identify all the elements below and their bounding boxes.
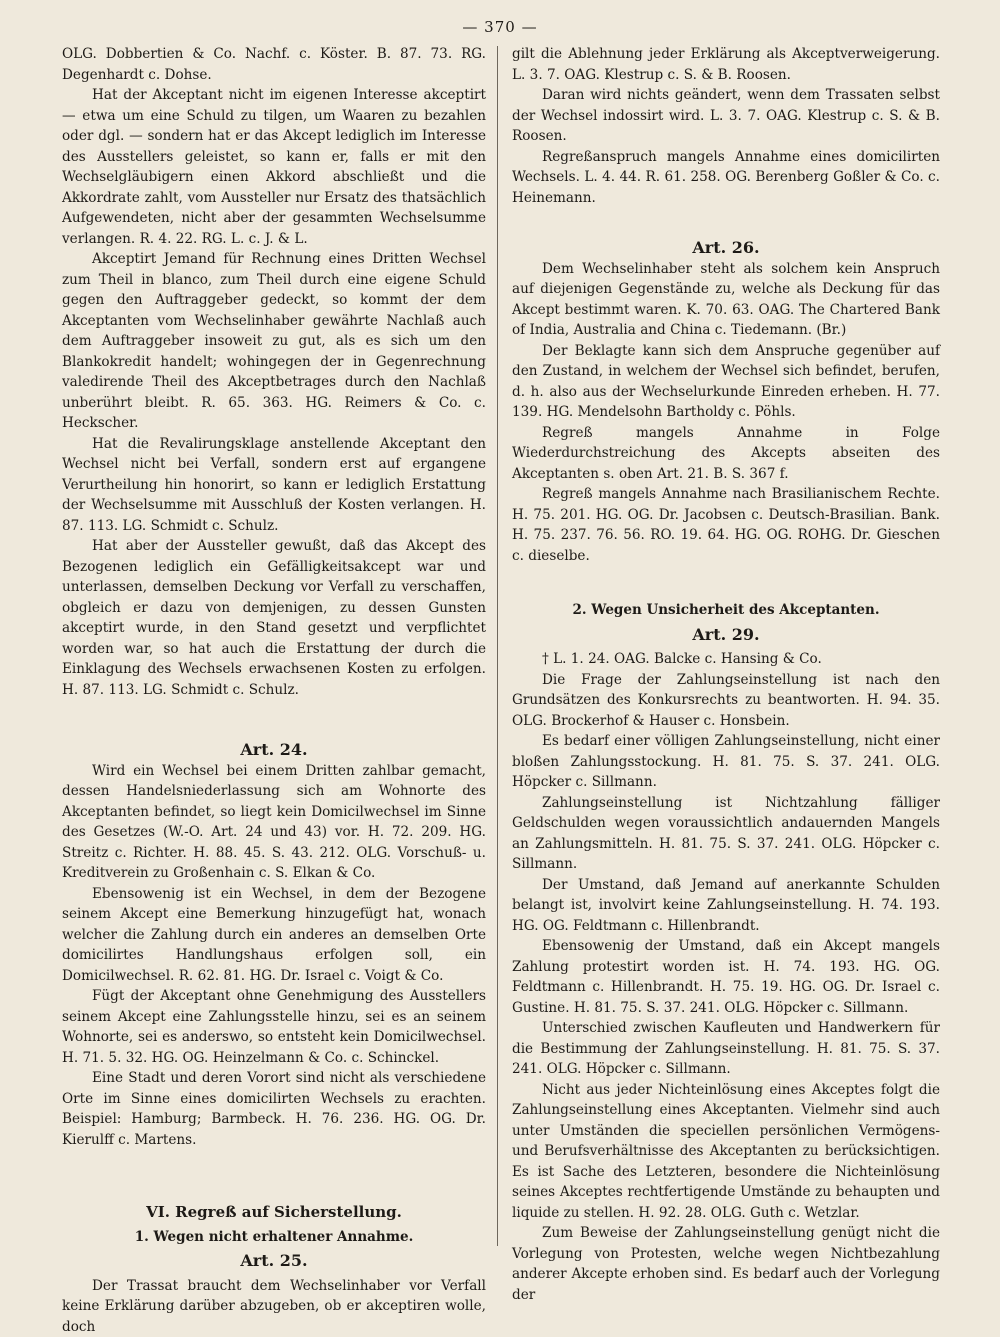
- subsection-heading: 1. Wegen nicht erhaltener Annahme.: [62, 1227, 486, 1248]
- paragraph: Der Umstand, daß Jemand auf anerkannte Schulden belangt ist, involvirt keine Zahlungseinstellung. H. 74. 193. HG. OG. Feldtmann c. Hillenbrandt.: [512, 875, 940, 937]
- paragraph: Eine Stadt und deren Vorort sind nicht als verschiedene Orte im Sinne eines domicilirten Wechsels zu erachten. Beispiel: Hamburg; Barmbeck. H. 76. 236. HG. OG. Dr. Kierulff c. Martens.: [62, 1068, 486, 1150]
- paragraph: Hat aber der Aussteller gewußt, daß das Akcept des Bezogenen lediglich ein Gefälligkeitsakcept war und unterlassen, demselben Deckung vor Verfall zu verschaffen, obgleich er dazu von demjenigen, zu dessen Gunsten akceptirt wurde, in den Stand gesetzt und verpflichtet worden war, so hat auch die Erstattung der durch die Einklagung des Wechsels erwachsenen Kosten zu erfolgen. H. 87. 113. LG. Schmidt c. Schulz.: [62, 536, 486, 700]
- paragraph: Der Beklagte kann sich dem Anspruche gegenüber auf den Zustand, in welchem der Wechsel sich befindet, berufen, d. h. also aus der Wechselurkunde Einreden erheben. H. 77. 139. HG. Mendelsohn Bartholdy c. Pöhls.: [512, 341, 940, 423]
- article-heading-29: Art. 29.: [512, 625, 940, 646]
- column-divider: [497, 46, 498, 1246]
- paragraph: Ebensowenig der Umstand, daß ein Akcept mangels Zahlung protestirt worden ist. H. 74. 193. HG. OG. Feldtmann c. Hillenbrandt. H. 75. 19. HG. OG. Dr. Israel c. Gustine. H. 81. 75. S. 37. 241. OLG. Höpcker c. Sillmann.: [512, 936, 940, 1018]
- paragraph: Nicht aus jeder Nichteinlösung eines Akceptes folgt die Zahlungseinstellung eines Akceptanten. Vielmehr sind auch unter Umständen die speciellen persönlichen Vermögens- und Berufsverhältnisse des Akceptanten zu berücksichtigen. Es ist Sache des Letzteren, besondere die Nichteinlösung seines Akceptes rechtfertigende Umstände zu behaupten und liquide zu stellen. H. 92. 28. OLG. Guth c. Wetzlar.: [512, 1080, 940, 1224]
- paragraph: Zum Beweise der Zahlungseinstellung genügt nicht die Vorlegung von Protesten, welche wegen Nichtbezahlung anderer Akcepte erhoben sind. Es bedarf auch der Vorlegung der: [512, 1223, 940, 1305]
- article-heading-24: Art. 24.: [62, 740, 486, 761]
- paragraph: Der Trassat braucht dem Wechselinhaber vor Verfall keine Erklärung darüber abzugeben, ob er akceptiren wolle, doch: [62, 1276, 486, 1337]
- paragraph: gilt die Ablehnung jeder Erklärung als Akceptverweigerung. L. 3. 7. OAG. Klestrup c. S. & B. Roosen.: [512, 44, 940, 85]
- paragraph: Es bedarf einer völligen Zahlungseinstellung, nicht einer bloßen Zahlungsstockung. H. 81. 75. S. 37. 241. OLG. Höpcker c. Sillmann.: [512, 731, 940, 793]
- article-heading-25: Art. 25.: [62, 1251, 486, 1272]
- paragraph: Hat die Revalirungsklage anstellende Akceptant den Wechsel nicht bei Verfall, sondern erst auf ergangene Verurtheilung hin honorirt, so kann er lediglich Erstattung der Wechselsumme mit Ausschluß der Kosten verlangen. H. 87. 113. LG. Schmidt c. Schulz.: [62, 434, 486, 537]
- paragraph: Hat der Akceptant nicht im eigenen Interesse akceptirt — etwa um eine Schuld zu tilgen, um Waaren zu bezahlen oder dgl. — sondern hat er das Akcept lediglich im Interesse des Ausstellers geleistet, so kann er, falls er mit den Wechselgläubigern einen Akkord abschließt und die Akkordrate zahlt, vom Aussteller nur Ersatz des thatsächlich Aufgewendeten, nicht aber der gesammten Wechselsumme verlangen. R. 4. 22. RG. L. c. J. & L.: [62, 85, 486, 249]
- paragraph: Unterschied zwischen Kaufleuten und Handwerkern für die Bestimmung der Zahlungseinstellung. H. 81. 75. S. 37. 241. OLG. Höpcker c. Sillmann.: [512, 1018, 940, 1080]
- page-number: — 370 —: [0, 18, 1000, 36]
- paragraph: Regreßanspruch mangels Annahme eines domicilirten Wechsels. L. 4. 44. R. 61. 258. OG. Berenberg Goßler & Co. c. Heinemann.: [512, 147, 940, 209]
- paragraph: Fügt der Akceptant ohne Genehmigung des Ausstellers seinem Akcept eine Zahlungsstelle hinzu, sei es an seinem Wohnorte, sei es anderswo, so entsteht kein Domicilwechsel. H. 71. 5. 32. HG. OG. Heinzelmann & Co. c. Schinckel.: [62, 986, 486, 1068]
- paragraph: Wird ein Wechsel bei einem Dritten zahlbar gemacht, dessen Handelsniederlassung sich am Wohnorte des Akceptanten befindet, so liegt kein Domicilwechsel im Sinne des Gesetzes (W.-O. Art. 24 und 43) vor. H. 72. 209. HG. Streitz c. Richter. H. 88. 45. S. 43. 212. OLG. Vorschuß- u. Kreditverein zu Großenhain c. S. Elkan & Co.: [62, 761, 486, 884]
- paragraph: Zahlungseinstellung ist Nichtzahlung fälliger Geldschulden wegen voraussichtlich andauernden Mangels an Zahlungsmitteln. H. 81. 75. S. 37. 241. OLG. Höpcker c. Sillmann.: [512, 793, 940, 875]
- paragraph: Regreß mangels Annahme in Folge Wiederdurchstreichung des Akcepts abseiten des Akceptanten s. oben Art. 21. B. S. 367 f.: [512, 423, 940, 485]
- paragraph: Daran wird nichts geändert, wenn dem Trassaten selbst der Wechsel indossirt wird. L. 3. 7. OAG. Klestrup c. S. & B. Roosen.: [512, 85, 940, 147]
- subsection-heading: 2. Wegen Unsicherheit des Akceptanten.: [512, 600, 940, 621]
- paragraph: Regreß mangels Annahme nach Brasilianischem Rechte. H. 75. 201. HG. OG. Dr. Jacobsen c. Deutsch-Brasilian. Bank. H. 75. 237. 76. 56. RO. 19. 64. HG. OG. ROHG. Dr. Gieschen c. dieselbe.: [512, 484, 940, 566]
- right-column: [512, 44, 940, 1305]
- paragraph: Ebensowenig ist ein Wechsel, in dem der Bezogene seinem Akcept eine Bemerkung hinzugefügt hat, wonach welcher die Zahlung durch ein anderes an demselben Orte domicilirtes Handlungshaus erfolgen soll, ein Domicilwechsel. R. 62. 81. HG. Dr. Israel c. Voigt & Co.: [62, 884, 486, 987]
- left-column: [62, 44, 486, 1337]
- paragraph: † L. 1. 24. OAG. Balcke c. Hansing & Co.: [512, 649, 940, 670]
- article-heading-26: Art. 26.: [512, 238, 940, 259]
- paragraph: Dem Wechselinhaber steht als solchem kein Anspruch auf diejenigen Gegenstände zu, welche als Deckung für das Akcept bestimmt waren. K. 70. 63. OAG. The Chartered Bank of India, Australia and China c. Tiedemann. (Br.): [512, 259, 940, 341]
- paragraph: Akceptirt Jemand für Rechnung eines Dritten Wechsel zum Theil in blanco, zum Theil durch eine eigene Schuld gegen den Auftraggeber gedeckt, so kommt der dem Akceptanten vom Wechselinhaber gewährte Nachlaß auch dem Auftraggeber insoweit zu gut, als es sich um den Blankokredit handelt; wohingegen der in Gegenrechnung valedirende Theil des Akceptbetrages durch den Nachlaß unberührt bleibt. R. 65. 363. HG. Reimers & Co. c. Heckscher.: [62, 249, 486, 434]
- section-heading-vi: VI. Regreß auf Sicherstellung.: [62, 1202, 486, 1223]
- paragraph: Die Frage der Zahlungseinstellung ist nach den Grundsätzen des Konkursrechts zu beantworten. H. 94. 35. OLG. Brockerhof & Hauser c. Honsbein.: [512, 670, 940, 732]
- paragraph: OLG. Dobbertien & Co. Nachf. c. Köster. B. 87. 73. RG. Degenhardt c. Dohse.: [62, 44, 486, 85]
